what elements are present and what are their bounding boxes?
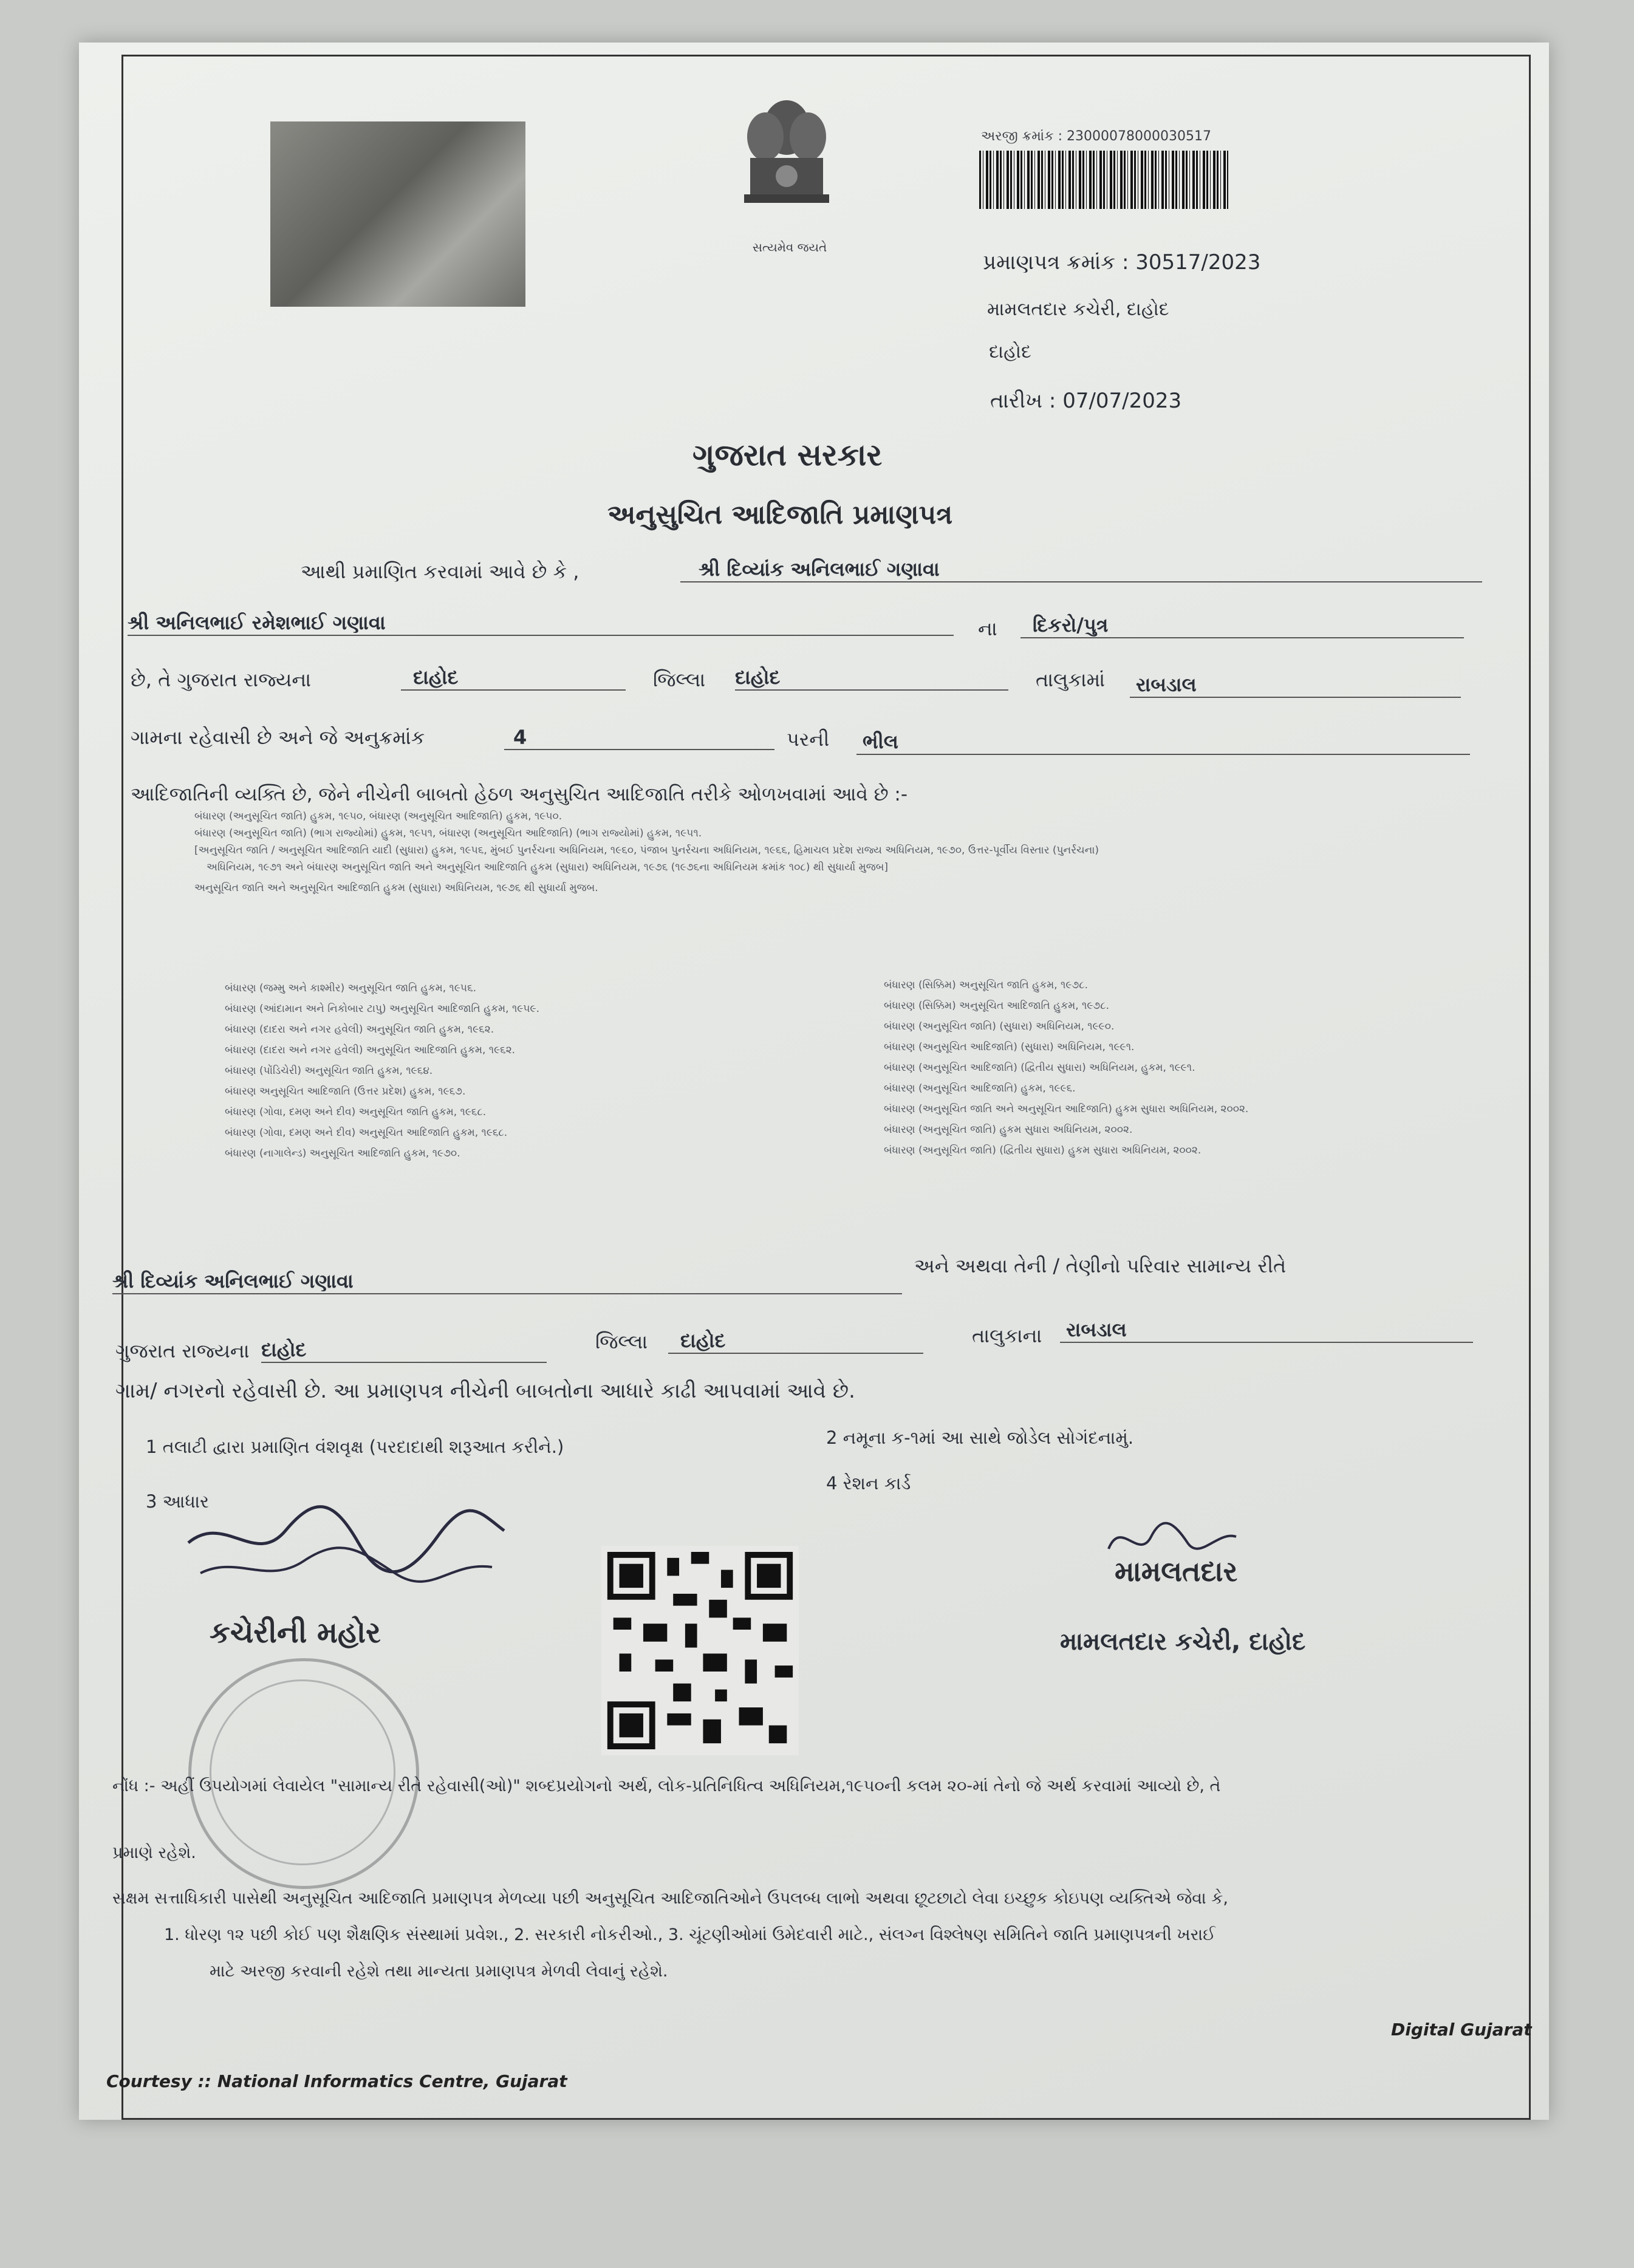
second-state-prefix: ગુજરાત રાજ્યના xyxy=(115,1339,250,1362)
legal-references-top: બંધારણ (અનુસૂચિત જાતિ) હુકમ, ૧૯૫૦, બંધારણ (અનુસૂચિત આદિજાતિ) હુકમ, ૧૯૫૦. બંધારણ (અનુસૂચિત જાતિ) (ભાગ રાજ્યોમાં) હુકમ, ૧૯૫૧, બંધારણ (અનુસૂચિત આદિજાતિ) (ભાગ રાજ્યોમાં) હુકમ, ૧૯૫૧. [અનુસૂચિત જાતિ / અનુસૂચિત આદિજાતિ યાદી (સુધારા) હુકમ, ૧૯૫૬, મુંબઈ પુનર્રચના અધિનિયમ, ૧૯૬૦, પંજાબ પુનર્રચના અધિનિયમ, ૧૯૬૬, હિમાચલ પ્રદેશ રાજ્ય અધિનિયમ, ૧૯૭૦, ઉત્તર-પૂર્વીય વિસ્તાર (પુનર્રચના) અધિનિયમ, ૧૯૭૧ અને બંધારણ અનુસૂચિત જાતિ અને અનુસૂચિત આદિજાતિ હુકમ (સુધારા) અધિનિયમ, ૧૯૭૬ (૧૯૭૬ના અધિનિયમ ક્રમાંક ૧૦૮) થી સુધાર્યા મુજબ] અનુસૂચિત જાતિ અને અનુસૂચિત આદિજાતિ હુકમ (સુધારા) અધિનિયમ, ૧૯૭૬ થી સુધાર્યા મુજબ. xyxy=(194,810,1099,894)
note-1b: પ્રમાણે રહેશે. xyxy=(112,1843,196,1862)
district-label: જિલ્લા xyxy=(653,668,706,691)
second-district-1: દાહોદ xyxy=(261,1338,547,1363)
application-number: અરજી ક્રમાંક : 23000078000030517 xyxy=(981,129,1212,144)
government-title: ગુજરાત સરકાર xyxy=(692,437,883,473)
father-name: શ્રી અનિલભાઈ રમેશભાઈ ગણાવા xyxy=(128,611,954,636)
office-stamp-inner xyxy=(210,1679,395,1865)
note-1: નોંધ :- અહીં ઉપયોગમાં લેવાયેલ "સામાન્ય રીતે રહેવાસી(ઓ)" શબ્દપ્રયોગનો અર્થ, લોક-પ્રતિનિધિત્વ અધિનિયમ,૧૯૫૦ની કલમ ૨૦-માં તેનો જે અર્થ કરવામાં આવ્યો છે, તે xyxy=(112,1777,1221,1795)
signatory-office: મામલતદાર કચેરી, દાહોદ xyxy=(1060,1628,1306,1656)
handwritten-signature xyxy=(176,1488,510,1591)
certificate-title: અનુસુચિત આદિજાતિ પ્રમાણપત્ર xyxy=(607,499,953,530)
barcode xyxy=(979,151,1228,209)
state-prefix: છે, તે ગુજરાત રાજ્યના xyxy=(131,668,312,691)
basis-item-3: 3 આધાર xyxy=(146,1491,210,1512)
resident-text: ગામના રહેવાસી છે અને જે અનુક્રમાંક xyxy=(131,726,425,749)
issue-date: તારીખ : 07/07/2023 xyxy=(990,389,1182,413)
district-1: દાહોદ xyxy=(401,666,626,691)
certify-prefix: આથી પ્રમાણિત કરવામાં આવે છે કે , xyxy=(301,560,579,583)
office-seal-label: કચેરીની મહોર xyxy=(210,1616,381,1650)
serial-number: 4 xyxy=(504,726,774,750)
note-4: માટે અરજી કરવાની રહેશે તથા માન્યતા પ્રમાણપત્ર મેળવી લેવાનું રહેશે. xyxy=(210,1962,668,1981)
qr-code xyxy=(601,1546,799,1755)
courtesy-label: Courtesy :: National Informatics Centre, Gujarat xyxy=(106,2071,567,2091)
taluka-label: તાલુકામાં xyxy=(1036,668,1106,691)
office-city: દાહોદ xyxy=(989,341,1031,363)
emblem-caption: સત્યમેવ જયતે xyxy=(752,240,827,254)
basis-item-2: 2 નમૂના ક-૧માં આ સાથે જોડેલ સોગંદનામું. xyxy=(826,1427,1134,1448)
second-applicant-name: શ્રી દિવ્યાંક અનિલભાઈ ગણાવા xyxy=(112,1269,902,1294)
national-emblem-icon xyxy=(732,91,841,255)
family-text: અને અથવા તેની / તેણીનો પરિવાર સામાન્ય રીતે xyxy=(914,1254,1287,1277)
parni-label: પરની xyxy=(787,728,830,751)
second-district-2: દાહોદ xyxy=(668,1329,923,1354)
signatory-title: મામલતદાર xyxy=(1115,1555,1238,1588)
applicant-name: શ્રી દિવ્યાંક અનિલભાઈ ગણાવા xyxy=(680,558,1482,582)
basis-statement: ગામ/ નગરનો રહેવાસી છે. આ પ્રમાણપત્ર નીચેની બાબતોના આધારે કાઢી આપવામાં આવે છે. xyxy=(115,1379,855,1403)
district-2: દાહોદ xyxy=(735,666,1008,691)
certificate-number: પ્રમાણપત્ર ક્રમાંક : 30517/2023 xyxy=(983,250,1261,275)
tribe-name: ભીલ xyxy=(856,730,1470,755)
office-name: મામલતદાર કચેરી, દાહોદ xyxy=(987,299,1169,320)
legal-references-left: બંધારણ (જમ્મુ અને કાશ્મીર) અનુસૂચિત જાતિ હુકમ, ૧૯૫૬. બંધારણ (આંદામાન અને નિકોબાર ટાપુ) અનુસૂચિત આદિજાતિ હુકમ, ૧૯૫૯. બંધારણ (દાદરા અને નગર હવેલી) અનુસૂચિત જાતિ હુકમ, ૧૯૬૨. બંધારણ (દાદરા અને નગર હવેલી) અનુસૂચિત આદિજાતિ હુકમ, ૧૯૬૨. બંધારણ (પોંડિચેરી) અનુસૂચિત જાતિ હુકમ, ૧૯૬૪. બંધારણ અનુસૂચિત આદિજાતિ (ઉત્તર પ્રદેશ) હુકમ, ૧૯૬૭. બંધારણ (ગોવા, દમણ અને દીવ) અનુસૂચિત જાતિ હુકમ, ૧૯૬૮. બંધારણ (ગોવા, દમણ અને દીવ) અનુસૂચિત આદિજાતિ હુકમ, ૧૯૬૮. બંધારણ (નાગાલેન્ડ) અનુસૂચિત આદિજાતિ હુકમ, ૧૯૭૦. xyxy=(225,982,540,1160)
digital-gujarat-label: Digital Gujarat xyxy=(1391,2020,1532,2040)
note-3: 1. ધોરણ ૧૨ પછી કોઈ પણ શૈક્ષણિક સંસ્થામાં પ્રવેશ., 2. સરકારી નોકરીઓ., 3. ચૂંટણીઓમાં ઉમેદવારી માટે., સંલગ્ન વિશ્લેષણ સમિતિને જાતિ પ્રમાણપત્રની ખરાઈ xyxy=(164,1925,1216,1944)
second-district-label: જિલ્લા xyxy=(595,1330,648,1353)
applicant-photo xyxy=(270,121,525,307)
second-taluka: રાબડાલ xyxy=(1060,1318,1473,1343)
second-taluka-label: તાલુકાના xyxy=(972,1324,1042,1347)
legal-references-right: બંધારણ (સિક્કિમ) અનુસૂચિત જાતિ હુકમ, ૧૯૭૮. બંધારણ (સિક્કિમ) અનુસૂચિત આદિજાતિ હુકમ, ૧૯૭૮. બંધારણ (અનુસૂચિત જાતિ) (સુધારા) અધિનિયમ, ૧૯૯૦. બંધારણ (અનુસૂચિત આદિજાતિ) (સુધારા) અધિનિયમ, ૧૯૯૧. બંધારણ (અનુસૂચિત આદિજાતિ) (દ્વિતીય સુધારા) અધિનિયમ, હુકમ, ૧૯૯૧. બંધારણ (અનુસૂચિત આદિજાતિ) હુકમ, ૧૯૯૬. બંધારણ (અનુસૂચિત જાતિ અને અનુસૂચિત આદિજાતિ) હુકમ સુધારા અધિનિયમ, ૨૦૦૨. બંધારણ (અનુસૂચિત જાતિ) હુકમ સુધારા અધિનિયમ, ૨૦૦૨. બંધારણ (અનુસૂચિત જાતિ) (દ્વિતીય સુધારા) હુકમ સુધારા અધિનિયમ, ૨૦૦૨. xyxy=(884,979,1249,1156)
na-label: ના xyxy=(978,617,997,640)
basis-item-1: 1 તલાટી દ્વારા પ્રમાણિત વંશવૃક્ષ (પરદાદાથી શરૂઆત કરીને.) xyxy=(146,1436,564,1457)
note-2: સક્ષમ સત્તાધિકારી પાસેથી અનુસૂચિત આદિજાતિ પ્રમાણપત્ર મેળવ્યા પછી અનુસૂચિત આદિજાતિઓને ઉપલબ્ધ લાભો અથવા છૂટછાટો લેવા ઇચ્છુક કોઇપણ વ્યક્તિએ જેવા કે, xyxy=(112,1889,1228,1908)
basis-item-4: 4 રેશન કાર્ડ xyxy=(826,1473,911,1494)
relation: દિકરો/પુત્ર xyxy=(1020,613,1464,638)
tribe-statement: આદિજાતિની વ્યક્તિ છે, જેને નીચેની બાબતો હેઠળ અનુસુચિત આદિજાતિ તરીકે ઓળખવામાં આવે છે :- xyxy=(131,784,908,805)
taluka: રાબડાલ xyxy=(1130,673,1461,698)
